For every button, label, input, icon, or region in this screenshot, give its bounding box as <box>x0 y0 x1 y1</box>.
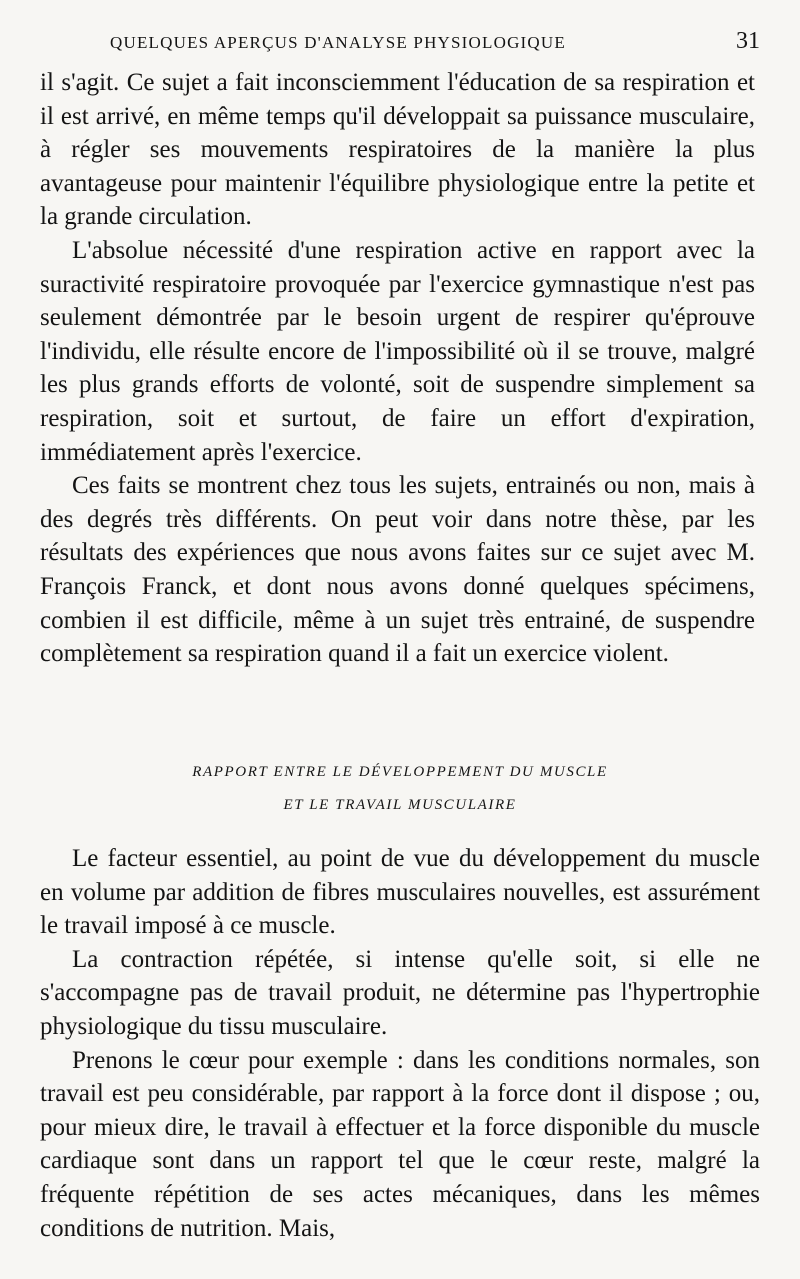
page-header <box>110 28 760 55</box>
paragraph: Le facteur essentiel, au point de vue du développement du muscle en volume par addition de fibres musculaires nouvelles, est assurément le travail imposé à ce muscle. <box>40 845 760 940</box>
body-text-bottom <box>40 842 760 1245</box>
paragraph: Ces faits se montrent chez tous les sujets, entrainés ou non, mais à des degrés très différents. On peut voir dans notre thèse, par les résultats des expériences que nous avons faites sur ce sujet avec M. François Franck, et dont nous avons donné quelques spécimens, combien il est difficile, même à un sujet très entrainé, de suspendre complètement sa respiration quand il a fait un exercice violent. <box>40 472 755 668</box>
running-title: QUELQUES APERÇUS D'ANALYSE PHYSIOLOGIQUE <box>110 33 566 52</box>
body-text-top <box>40 66 755 671</box>
section-heading <box>40 756 760 822</box>
paragraph: L'absolue nécessité d'une respiration active en rapport avec la suractivité respiratoire provoquée par l'exercice gymnastique n'est pas seulement démontrée par le besoin urgent de respirer qu'éprouve l'individu, elle résulte encore de l'impossibilité où il se trouve, malgré les plus grands efforts de volonté, soit de suspendre simplement sa respiration, soit et surtout, de faire un effort d'expiration, immédiatement après l'exercice. <box>40 236 755 466</box>
paragraph: Prenons le cœur pour exemple : dans les conditions normales, son travail est peu considérable, par rapport à la force dont il dispose ; ou, pour mieux dire, le travail à effectuer et la force disponible du muscle cardiaque sont dans un rapport tel que le cœur reste, malgré la fréquente répétition de ses actes mécaniques, dans les mêmes conditions de nutrition. Mais, <box>40 1046 760 1242</box>
section-heading-line: RAPPORT ENTRE LE DÉVELOPPEMENT DU MUSCLE <box>192 764 608 780</box>
paragraph: La contraction répétée, si intense qu'elle soit, si elle ne s'accompagne pas de travail produit, ne détermine pas l'hypertrophie physiologique du tissu musculaire. <box>40 945 760 1040</box>
paragraph: il s'agit. Ce sujet a fait inconsciemment l'éducation de sa respiration et il est arrivé, en même temps qu'il développait sa puissance musculaire, à régler ses mouvements respiratoires de la manière la plus avantageuse pour maintenir l'équilibre physiologique entre la petite et la grande circulation. <box>40 69 755 231</box>
page-number: 31 <box>736 28 760 54</box>
section-heading-line: ET LE TRAVAIL MUSCULAIRE <box>283 797 517 813</box>
